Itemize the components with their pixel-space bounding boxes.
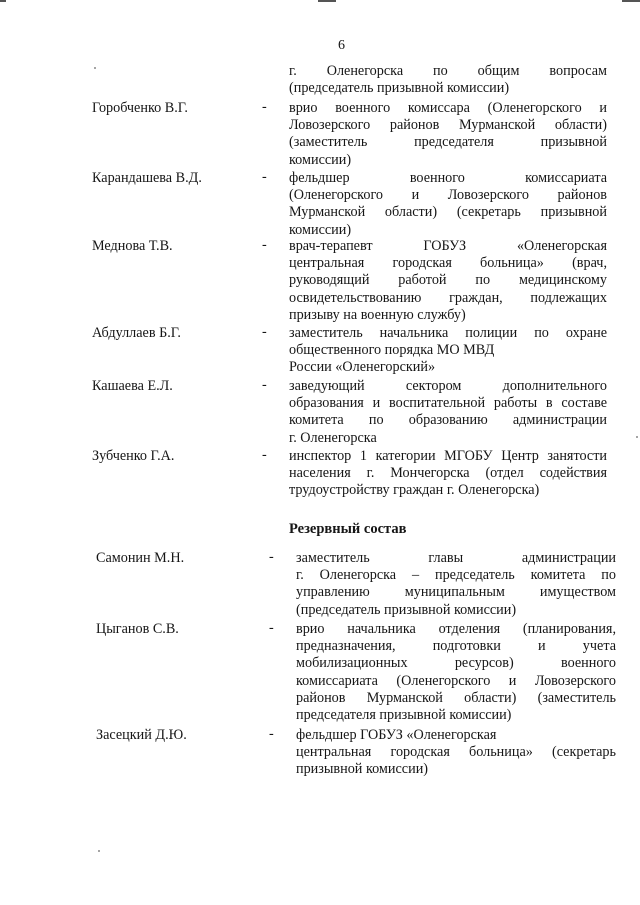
description-line: районов Мурманской области) (заместитель	[296, 689, 616, 706]
dash-separator: -	[269, 549, 274, 565]
scan-speck	[94, 67, 96, 69]
description-line: центральная городская больница» (секретарь	[296, 744, 616, 761]
description-line: общественного порядка МО МВД	[289, 342, 495, 359]
scan-edge-mark-right	[622, 0, 640, 2]
scan-speck	[636, 436, 638, 438]
member-name: Кашаева Е.Л.	[92, 378, 173, 394]
description-line: призывной комиссии)	[296, 761, 429, 778]
description-line: г. Оленегорска	[289, 429, 377, 446]
page-number: 6	[338, 38, 345, 53]
member-description	[289, 325, 607, 377]
description-line: населения г. Мончегорска (отдел содействия	[289, 465, 607, 482]
member-name: Цыганов С.В.	[96, 621, 179, 637]
description-line: мобилизационных ресурсов) военного	[296, 655, 616, 672]
member-description	[289, 448, 607, 500]
description-line: комиссариата (Оленегорского и Ловозерского	[296, 672, 616, 689]
description-line: комиссии)	[289, 151, 352, 168]
member-name: Горобченко В.Г.	[92, 100, 188, 116]
member-name: Абдуллаев Б.Г.	[92, 325, 181, 341]
description-line: врио начальника отделения (планирования,	[296, 621, 616, 637]
description-line: врио военного комиссара (Оленегорского и	[289, 100, 607, 116]
description-line: г. Оленегорска – председатель комитета по	[296, 567, 616, 584]
member-name: Зубченко Г.А.	[92, 448, 175, 464]
description-line: (председатель призывной комиссии)	[289, 80, 510, 97]
description-line: заместитель начальника полиции по охране	[289, 325, 607, 341]
member-description	[289, 238, 607, 324]
description-line: заместитель главы администрации	[296, 550, 616, 566]
member-description	[296, 727, 616, 779]
description-line: г. Оленегорска по общим вопросам	[289, 63, 607, 79]
scan-edge-mark-center	[318, 0, 336, 2]
scan-speck	[98, 850, 100, 852]
description-line: комитета по образованию администрации	[289, 412, 607, 429]
reserve-heading: Резервный состав	[289, 521, 407, 537]
member-description	[289, 378, 607, 447]
scan-edge-mark-left	[0, 0, 6, 2]
dash-separator: -	[262, 169, 267, 185]
description-line: трудоустройству граждан г. Оленегорска)	[289, 482, 540, 499]
member-name: Засецкий Д.Ю.	[96, 727, 187, 743]
dash-separator: -	[269, 620, 274, 636]
dash-separator: -	[262, 99, 267, 115]
dash-separator: -	[269, 726, 274, 742]
dash-separator: -	[262, 377, 267, 393]
description-line: заведующий сектором дополнительного	[289, 378, 607, 394]
description-line: фельдшер военного комиссариата	[289, 170, 607, 186]
member-description	[289, 170, 607, 239]
member-description	[289, 100, 607, 169]
description-line: комиссии)	[289, 221, 352, 238]
description-line: врач-терапевт ГОБУЗ «Оленегорская	[289, 238, 607, 254]
description-line: (Оленегорского и Ловозерского районов	[289, 187, 607, 204]
description-line: образования и воспитательной работы в составе	[289, 395, 607, 412]
dash-separator: -	[262, 237, 267, 253]
description-line: освидетельствованию граждан, подлежащих	[289, 289, 607, 306]
description-line: руководящий работой по медицинскому	[289, 272, 607, 289]
description-line: председателя призывной комиссии)	[296, 706, 512, 723]
member-description	[296, 621, 616, 724]
description-line: центральная городская больница» (врач,	[289, 255, 607, 272]
member-name: Меднова Т.В.	[92, 238, 173, 254]
description-line: призыву на военную службу)	[289, 306, 466, 323]
description-line: предназначения, подготовки и учета	[296, 638, 616, 655]
description-line: (заместитель председателя призывной	[289, 134, 607, 151]
description-line: Ловозерского районов Мурманской области)	[289, 117, 607, 134]
member-name: Самонин М.Н.	[96, 550, 185, 566]
dash-separator: -	[262, 324, 267, 340]
member-description	[296, 550, 616, 619]
member-name: Карандашева В.Д.	[92, 170, 202, 186]
description-line: Мурманской области) (секретарь призывной	[289, 204, 607, 221]
dash-separator: -	[262, 447, 267, 463]
continued-entry-description	[289, 63, 607, 97]
description-line: России «Оленегорский»	[289, 359, 436, 376]
description-line: (председатель призывной комиссии)	[296, 601, 517, 618]
description-line: инспектор 1 категории МГОБУ Центр занятости	[289, 448, 607, 464]
description-line: фельдшер ГОБУЗ «Оленегорская	[296, 727, 497, 743]
description-line: управлению муниципальным имуществом	[296, 584, 616, 601]
